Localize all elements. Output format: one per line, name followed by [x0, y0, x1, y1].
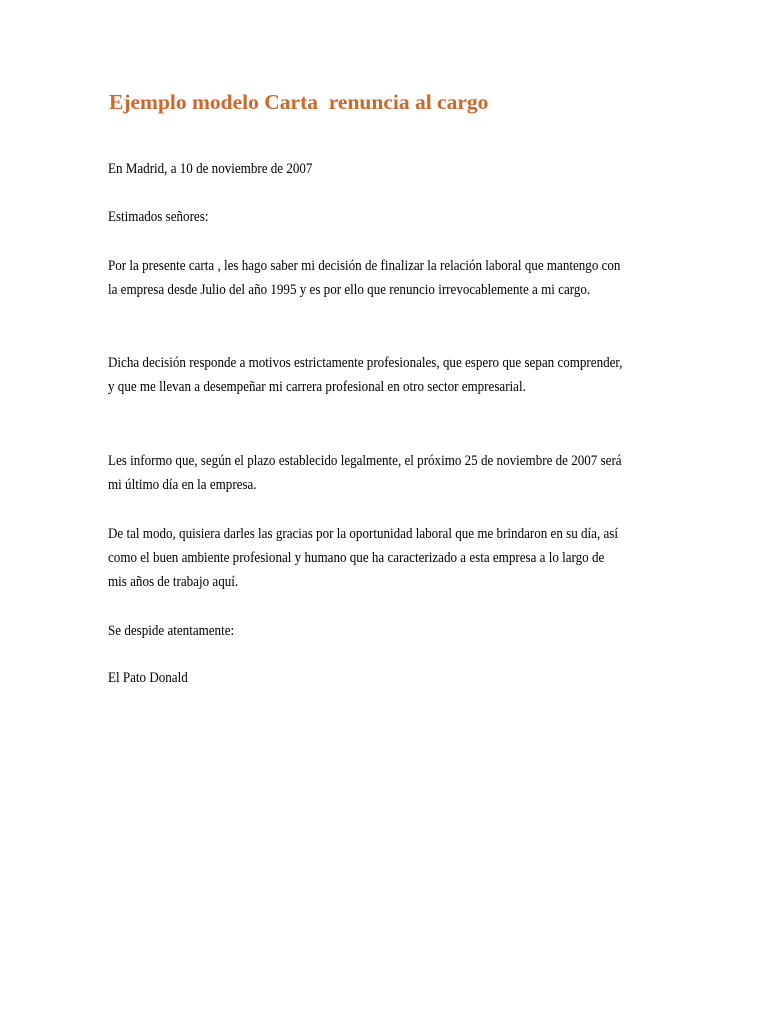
- closing-line: Se despide atentamente:: [108, 623, 235, 639]
- paragraph-last-day: Les informo que, según el plazo establecido legalmente, el próximo 25 de noviembre de 2007 será mi último día en la empresa.: [108, 453, 622, 493]
- greeting: Estimados señores:: [108, 209, 209, 225]
- paragraph-thanks: De tal modo, quisiera darles las gracias por la oportunidad laboral que me brindaron en su día, así como el buen ambiente profesional y humano que ha caracterizado a esta empresa a lo largo de mis años de trabajo aquí.: [108, 526, 618, 590]
- paragraph-resignation: Por la presente carta , les hago saber mi decisión de finalizar la relación laboral que mantengo con la empresa desde Julio del año 1995 y es por ello que renuncio irrevocablemente a mi cargo.: [108, 258, 621, 298]
- paragraph-reasons: Dicha decisión responde a motivos estrictamente profesionales, que espero que sepan comprender, y que me llevan a desempeñar mi carrera profesional en otro sector empresarial.: [108, 355, 623, 395]
- signature: El Pato Donald: [108, 670, 188, 686]
- date-line: En Madrid, a 10 de noviembre de 2007: [108, 161, 313, 177]
- document-title: Ejemplo modelo Carta renuncia al cargo: [109, 90, 489, 114]
